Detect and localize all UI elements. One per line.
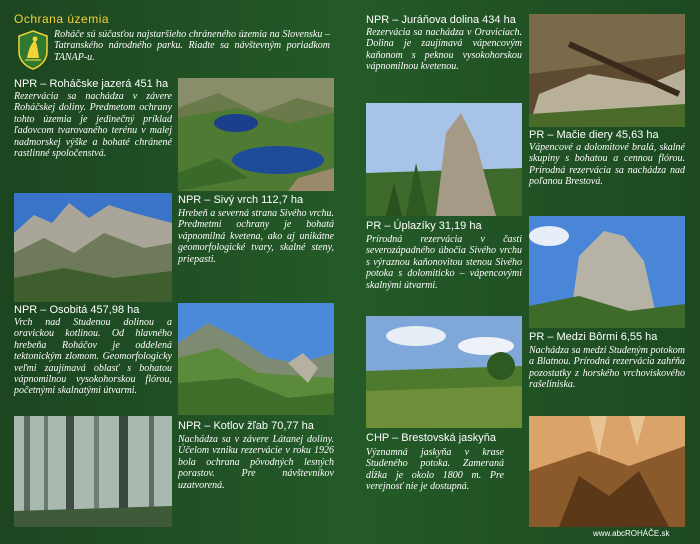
section-text-uplaziky: Prírodná rezervácia v časti severozápadného úbočia Sivého vrchu s výraznou kaňonovitou stenou Sivého potoka s dolomiticko – vápencovými skalnými útvarmi. — [366, 234, 522, 291]
section-title-brestovska-jaskyna: CHP – Brestovská jaskyňa — [366, 432, 497, 444]
section-text-osobita: Vrch nad Studenou dolinou a oravickou kotlinou. Od hlavného hrebeňa Roháčov je oddelená tektonickým zlomom. Geomorfologicky veľmi zaujímavá oblasť s bohatou vápnomilnou vysokohorskou flórou, početnými skalnatými útvarmi. — [14, 317, 172, 397]
photo-brestovska-landscape — [366, 316, 522, 428]
photo-cave — [529, 416, 685, 527]
tanap-logo-icon — [17, 30, 49, 70]
section-text-sivy-vrch: Hrebeň a severná strana Sivého vrchu. Predmetmi ochrany je bohatá vápnomilná kvetena, ako aj unikátne geomorfologické tvary, skalné steny, priepasti. — [178, 208, 334, 265]
section-title-kotlov-zlab: NPR – Kotlov žľab 70,77 ha — [178, 420, 314, 432]
section-title-macie-diery: PR – Mačie diery 45,63 ha — [529, 129, 659, 141]
section-title-medzi-bormi: PR – Medzi Bôrmi 6,55 ha — [529, 331, 658, 343]
photo-rock-cliff — [529, 216, 685, 328]
section-text-rohacske-jazera: Rezervácia sa nachádza v závere Roháčskej doliny. Predmetom ochrany tohto územia je jedinečný príklad ľadovcom tvarovaného terénu v malej nadmorskej výške a bohaté chránené rastlinné spoločenstvá. — [14, 91, 172, 160]
section-title-uplaziky: PR – Úplazíky 31,19 ha — [366, 220, 482, 232]
section-title-rohacske-jazera: NPR – Roháčske jazerá 451 ha — [14, 78, 169, 90]
section-title-sivy-vrch: NPR – Sivý vrch 112,7 ha — [178, 194, 304, 206]
section-text-medzi-bormi: Nachádza sa medzi Studeným potokom a Blatnou. Prírodná rezervácia zahŕňa pozostatky z horského vrchoviskového rašeliniska. — [529, 345, 685, 391]
photo-kotlov-zlab — [178, 303, 334, 415]
page-title: Ochrana územia — [14, 12, 110, 26]
section-title-juranova-dolina: NPR – Juráňova dolina 434 ha — [366, 14, 516, 26]
photo-macie-diery — [529, 14, 685, 127]
footer-url: www.abcROHÁČE.sk — [593, 529, 670, 538]
section-text-macie-diery: Vápencové a dolomitové bralá, skalné skupiny s bohatou a cennou flórou. Prírodná rezervácia sa nachádza nad poľanou Brestová. — [529, 142, 685, 188]
section-text-juranova-dolina: Rezervácia sa nachádza v Oraviciach. Dolina je zaujímavá vápencovým kaňonom s peknou vysokohorskou vápnomilnou kvetenou. — [366, 27, 522, 73]
section-title-osobita: NPR – Osobitá 457,98 ha — [14, 304, 140, 316]
section-text-brestovska-jaskyna: Významná jaskyňa v krase Studeného potoka. Zameraná dĺžka je okolo 1800 m. Pre verejnosť nie je dostupná. — [366, 447, 504, 493]
photo-osobita — [14, 193, 172, 302]
photo-juranova-dolina — [366, 103, 522, 216]
photo-forest — [14, 416, 172, 527]
section-text-kotlov-zlab: Nachádza sa v závere Látanej doliny. Účelom vzniku rezervácie v roku 1926 bola ochrana pôvodných lesných porastov. Pre návštevníkov uzatvorená. — [178, 434, 334, 491]
photo-rohacske-jazera — [178, 78, 334, 191]
intro-text: Roháče sú súčasťou najstaršieho chráneného územia na Slovensku – Tatranského národného parku. Riadte sa návštevným poriadkom TANAP-u. — [54, 29, 330, 63]
